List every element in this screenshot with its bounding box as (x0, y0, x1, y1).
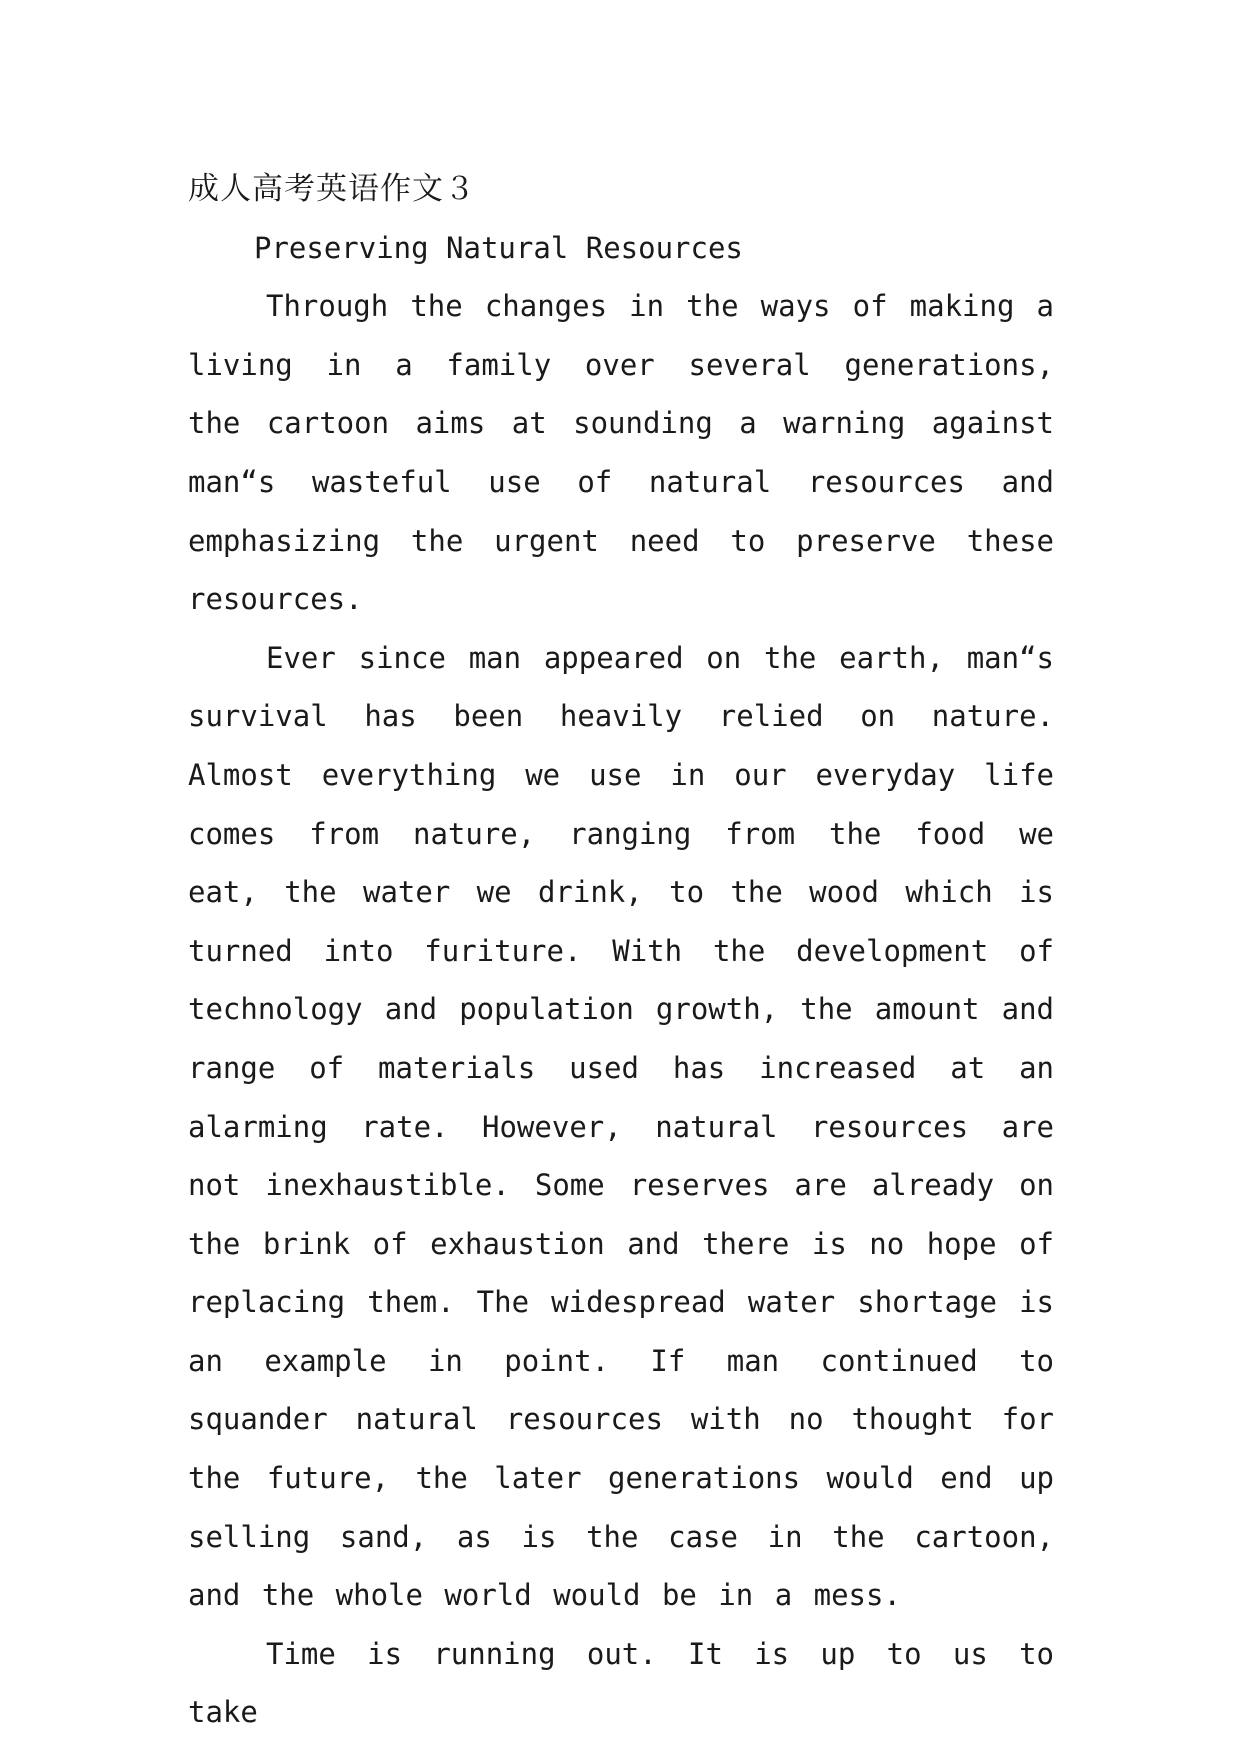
paragraph-2: Ever since man appeared on the earth, man“s survival has been heavily relied on nature. Almost everything we use in our everyday life comes from nature, ranging from the food we eat, the water we drink, to the wood which is turned into furiture. With the development of technology and population growth, the amount and range of materials used has increased at an alarming rate. However, natural resources are not inexhaustible. Some reserves are already on the brink of exhaustion and there is no hope of replacing them. The widespread water shortage is an example in point. If man continued to squander natural resources with no thought for the future, the later generations would end up selling sand, as is the case in the cartoon, and the whole world would be in a mess. (188, 640, 1054, 1613)
paragraph-3: Time is running out. It is up to us to take (188, 1636, 1054, 1730)
document-body (188, 160, 1054, 1742)
essay-title: Preserving Natural Resources (254, 230, 743, 265)
paragraph-1: Through the changes in the ways of making a living in a family over several generations, the cartoon aims at sounding a warning against man“s wasteful use of natural resources and emphasizing the urgent need to preserve these resources. (188, 289, 1054, 617)
document-title: 成人高考英语作文３ (188, 171, 476, 207)
